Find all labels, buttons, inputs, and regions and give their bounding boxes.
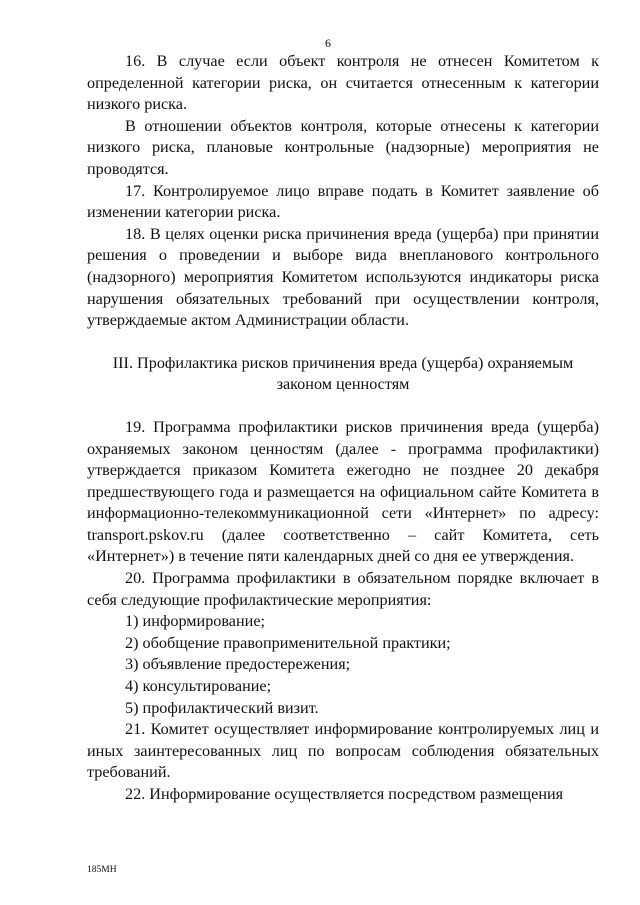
- footer-document-code: 185МН: [87, 865, 117, 875]
- section-heading: [87, 353, 599, 396]
- list-item-informing: 1) информирование;: [125, 612, 266, 631]
- paragraph-18: 18. В целях оценки риска причинения вреда (ущерба) при принятии решения о проведении и выборе вида внепланового контрольного (надзорного) мероприятия Комитетом используются индикаторы риска нарушения обязательных требований при осуществлении контроля, утверждаемые актом Администрации области.: [87, 224, 599, 330]
- list-item-preventive-visit: 5) профилактический визит.: [125, 698, 319, 717]
- paragraph-17: 17. Контролируемое лицо вправе подать в Комитет заявление об изменении категории риска.: [87, 181, 599, 222]
- list-item-warning: 3) объявление предостережения;: [125, 655, 351, 674]
- document-body: [87, 51, 599, 806]
- paragraph-20: 20. Программа профилактики в обязательном порядке включает в себя следующие профилактические мероприятия:: [87, 569, 599, 609]
- section-heading-line-2: законом ценностям: [276, 375, 410, 394]
- paragraph-16-continued: В отношении объектов контроля, которые отнесены к категории низкого риска, плановые контрольные (надзорные) мероприятия не проводятся.: [87, 116, 599, 178]
- paragraph-16: 16. В случае если объект контроля не отнесен Комитетом к определенной категории риска, он считается отнесенным к категории низкого риска.: [87, 52, 599, 114]
- list-item-practice-summary: 2) обобщение правоприменительной практики;: [125, 633, 451, 652]
- page-number: 6: [325, 36, 331, 50]
- list-item-consulting: 4) консультирование;: [125, 677, 272, 696]
- paragraph-21: 21. Комитет осуществляет информирование контролируемых лиц и иных заинтересованных лиц по вопросам соблюдения обязательных требований.: [87, 720, 599, 782]
- paragraph-19: 19. Программа профилактики рисков причинения вреда (ущерба) охраняемых законом ценностям (далее - программа профилактики) утверждается приказом Комитета ежегодно не позднее 20 декабря предшествующего года и размещается на официальном сайте Комитета в информационно-телекоммуникационной сети «Интернет» по адресу: transport.pskov.ru (далее соответственно – сайт Комитета, сеть «Интернет») в течение пяти календарных дней со дня ее утверждения.: [87, 417, 599, 566]
- section-heading-line-1: III. Профилактика рисков причинения вреда (ущерба) охраняемым: [112, 353, 574, 372]
- paragraph-22: 22. Информирование осуществляется посредством размещения: [125, 785, 564, 803]
